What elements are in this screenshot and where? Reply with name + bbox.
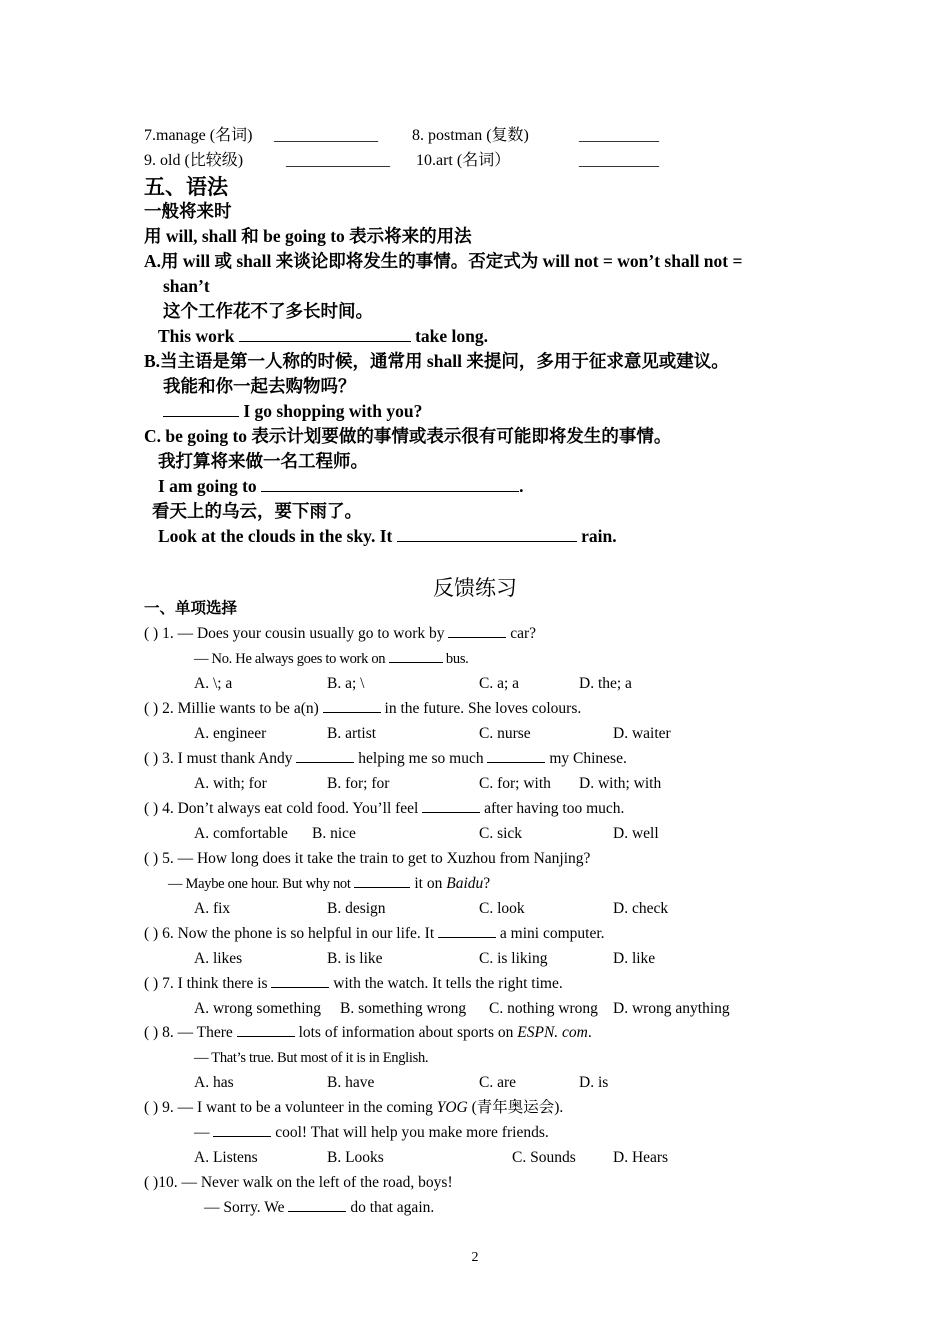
option-7c[interactable]: C. nothing wrong — [489, 1000, 598, 1017]
example-c2-sentence: Look at the clouds in the sky. It rain. — [158, 526, 617, 546]
option-9a[interactable]: A. Listens — [194, 1149, 258, 1166]
grammar-topic: 一般将来时 — [144, 201, 232, 221]
option-3c[interactable]: C. for; with — [479, 775, 551, 792]
option-1d[interactable]: D. the; a — [579, 675, 632, 692]
blank[interactable] — [323, 698, 381, 713]
option-7d[interactable]: D. wrong anything — [613, 1000, 730, 1017]
option-3d[interactable]: D. with; with — [579, 775, 662, 792]
example-c1-chinese: 我打算将来做一名工程师。 — [158, 451, 368, 471]
blank[interactable] — [163, 402, 239, 417]
example-b-chinese: 我能和你一起去购物吗？ — [163, 376, 356, 396]
blank[interactable] — [271, 973, 329, 988]
option-8d[interactable]: D. is — [579, 1074, 609, 1091]
grammar-rule-a-cont: shan’t — [163, 276, 210, 296]
option-4c[interactable]: C. sick — [479, 825, 523, 842]
option-1a[interactable]: A. \; a — [194, 675, 233, 692]
option-7b[interactable]: B. something wrong — [340, 1000, 467, 1017]
question-5: ( ) 5. — How long does it take the train to get to Xuzhou from Nanjing? — [144, 850, 591, 867]
word-form-8: 8. postman (复数) — [412, 127, 529, 144]
option-8a[interactable]: A. has — [194, 1074, 234, 1091]
grammar-rule-c: C. be going to 表示计划要做的事情或表示很有可能即将发生的事情。 — [144, 426, 672, 446]
question-5-reply: — Maybe one hour. But why not it on Baidu? — [168, 875, 491, 892]
option-5d[interactable]: D. check — [613, 900, 669, 917]
option-4b[interactable]: B. nice — [312, 825, 356, 842]
blank[interactable] — [237, 1022, 295, 1037]
blank[interactable] — [354, 873, 410, 888]
blank[interactable] — [397, 527, 577, 542]
word-form-10-blank[interactable]: __________ — [579, 152, 659, 169]
example-a-chinese: 这个工作花不了多长时间。 — [163, 301, 373, 321]
practice-section: 一、单项选择 — [144, 600, 238, 617]
option-5c[interactable]: C. look — [479, 900, 525, 917]
option-6a[interactable]: A. likes — [194, 950, 243, 967]
option-2d[interactable]: D. waiter — [613, 725, 671, 742]
example-c1-sentence: I am going to . — [158, 476, 524, 496]
blank[interactable] — [422, 798, 480, 813]
option-2b[interactable]: B. artist — [327, 725, 377, 742]
blank[interactable] — [438, 923, 496, 938]
option-3b[interactable]: B. for; for — [327, 775, 390, 792]
question-10-reply: — Sorry. We do that again. — [204, 1199, 435, 1216]
option-2c[interactable]: C. nurse — [479, 725, 531, 742]
blank[interactable] — [448, 623, 506, 638]
question-9: ( ) 9. — I want to be a volunteer in the coming YOG (青年奥运会). — [144, 1099, 564, 1116]
question-9-reply: — cool! That will help you make more friends. — [194, 1124, 549, 1141]
option-6b[interactable]: B. is like — [327, 950, 383, 967]
grammar-usage: 用 will, shall 和 be going to 表示将来的用法 — [144, 226, 472, 246]
word-form-9-blank[interactable]: _____________ — [286, 152, 390, 169]
blank[interactable] — [213, 1122, 271, 1137]
option-5b[interactable]: B. design — [327, 900, 386, 917]
option-1c[interactable]: C. a; a — [479, 675, 520, 692]
option-6c[interactable]: C. is liking — [479, 950, 548, 967]
example-c2-chinese: 看天上的乌云，要下雨了。 — [152, 501, 362, 521]
blank[interactable] — [261, 477, 519, 492]
blank[interactable] — [389, 648, 443, 663]
question-3: ( ) 3. I must thank Andy helping me so much my Chinese. — [144, 750, 627, 767]
question-8: ( ) 8. — There lots of information about sports on ESPN. com. — [144, 1024, 592, 1041]
option-8b[interactable]: B. have — [327, 1074, 375, 1091]
grammar-rule-b: B.当主语是第一人称的时候，通常用 shall 来提问，多用于征求意见或建议。 — [144, 351, 729, 371]
example-b-sentence: I go shopping with you? — [163, 400, 422, 422]
option-6d[interactable]: D. like — [613, 950, 656, 967]
blank[interactable] — [239, 327, 411, 342]
word-form-9: 9. old (比较级) — [144, 152, 244, 169]
option-4d[interactable]: D. well — [613, 825, 659, 842]
option-4a[interactable]: A. comfortable — [194, 825, 288, 842]
blank[interactable] — [296, 748, 354, 763]
question-1: ( ) 1. — Does your cousin usually go to work by car? — [144, 625, 537, 642]
option-8c[interactable]: C. are — [479, 1074, 517, 1091]
option-5a[interactable]: A. fix — [194, 900, 231, 917]
option-9b[interactable]: B. Looks — [327, 1149, 384, 1166]
word-form-10: 10.art (名词） — [416, 152, 511, 169]
grammar-rule-a: A.用 will 或 shall 来谈论即将发生的事情。否定式为 will not = won’t shall not = — [144, 251, 743, 271]
page-number: 2 — [471, 1250, 479, 1265]
example-a-sentence: This work take long. — [158, 326, 489, 346]
option-2a[interactable]: A. engineer — [194, 725, 267, 742]
word-form-7: 7.manage (名词) — [144, 127, 253, 144]
question-6: ( ) 6. Now the phone is so helpful in our life. It a mini computer. — [144, 925, 605, 942]
option-1b[interactable]: B. a; \ — [327, 675, 365, 692]
word-form-8-blank[interactable]: __________ — [579, 127, 659, 144]
option-3a[interactable]: A. with; for — [194, 775, 267, 792]
blank[interactable] — [288, 1197, 346, 1212]
question-7: ( ) 7. I think there is with the watch. It tells the right time. — [144, 975, 563, 992]
option-9d[interactable]: D. Hears — [613, 1149, 669, 1166]
question-1-reply: — No. He always goes to work on bus. — [194, 648, 469, 670]
option-9c[interactable]: C. Sounds — [512, 1149, 576, 1166]
question-4: ( ) 4. Don’t always eat cold food. You’ll feel after having too much. — [144, 800, 625, 817]
grammar-heading: 五、语法 — [144, 175, 228, 199]
practice-title: 反馈练习 — [433, 576, 517, 600]
option-7a[interactable]: A. wrong something — [194, 1000, 322, 1017]
question-8-reply: — That’s true. But most of it is in English. — [194, 1050, 429, 1066]
blank[interactable] — [487, 748, 545, 763]
word-form-7-blank[interactable]: _____________ — [274, 127, 378, 144]
question-10: ( )10. — Never walk on the left of the road, boys! — [144, 1174, 453, 1191]
question-2: ( ) 2. Millie wants to be a(n) in the future. She loves colours. — [144, 700, 582, 717]
